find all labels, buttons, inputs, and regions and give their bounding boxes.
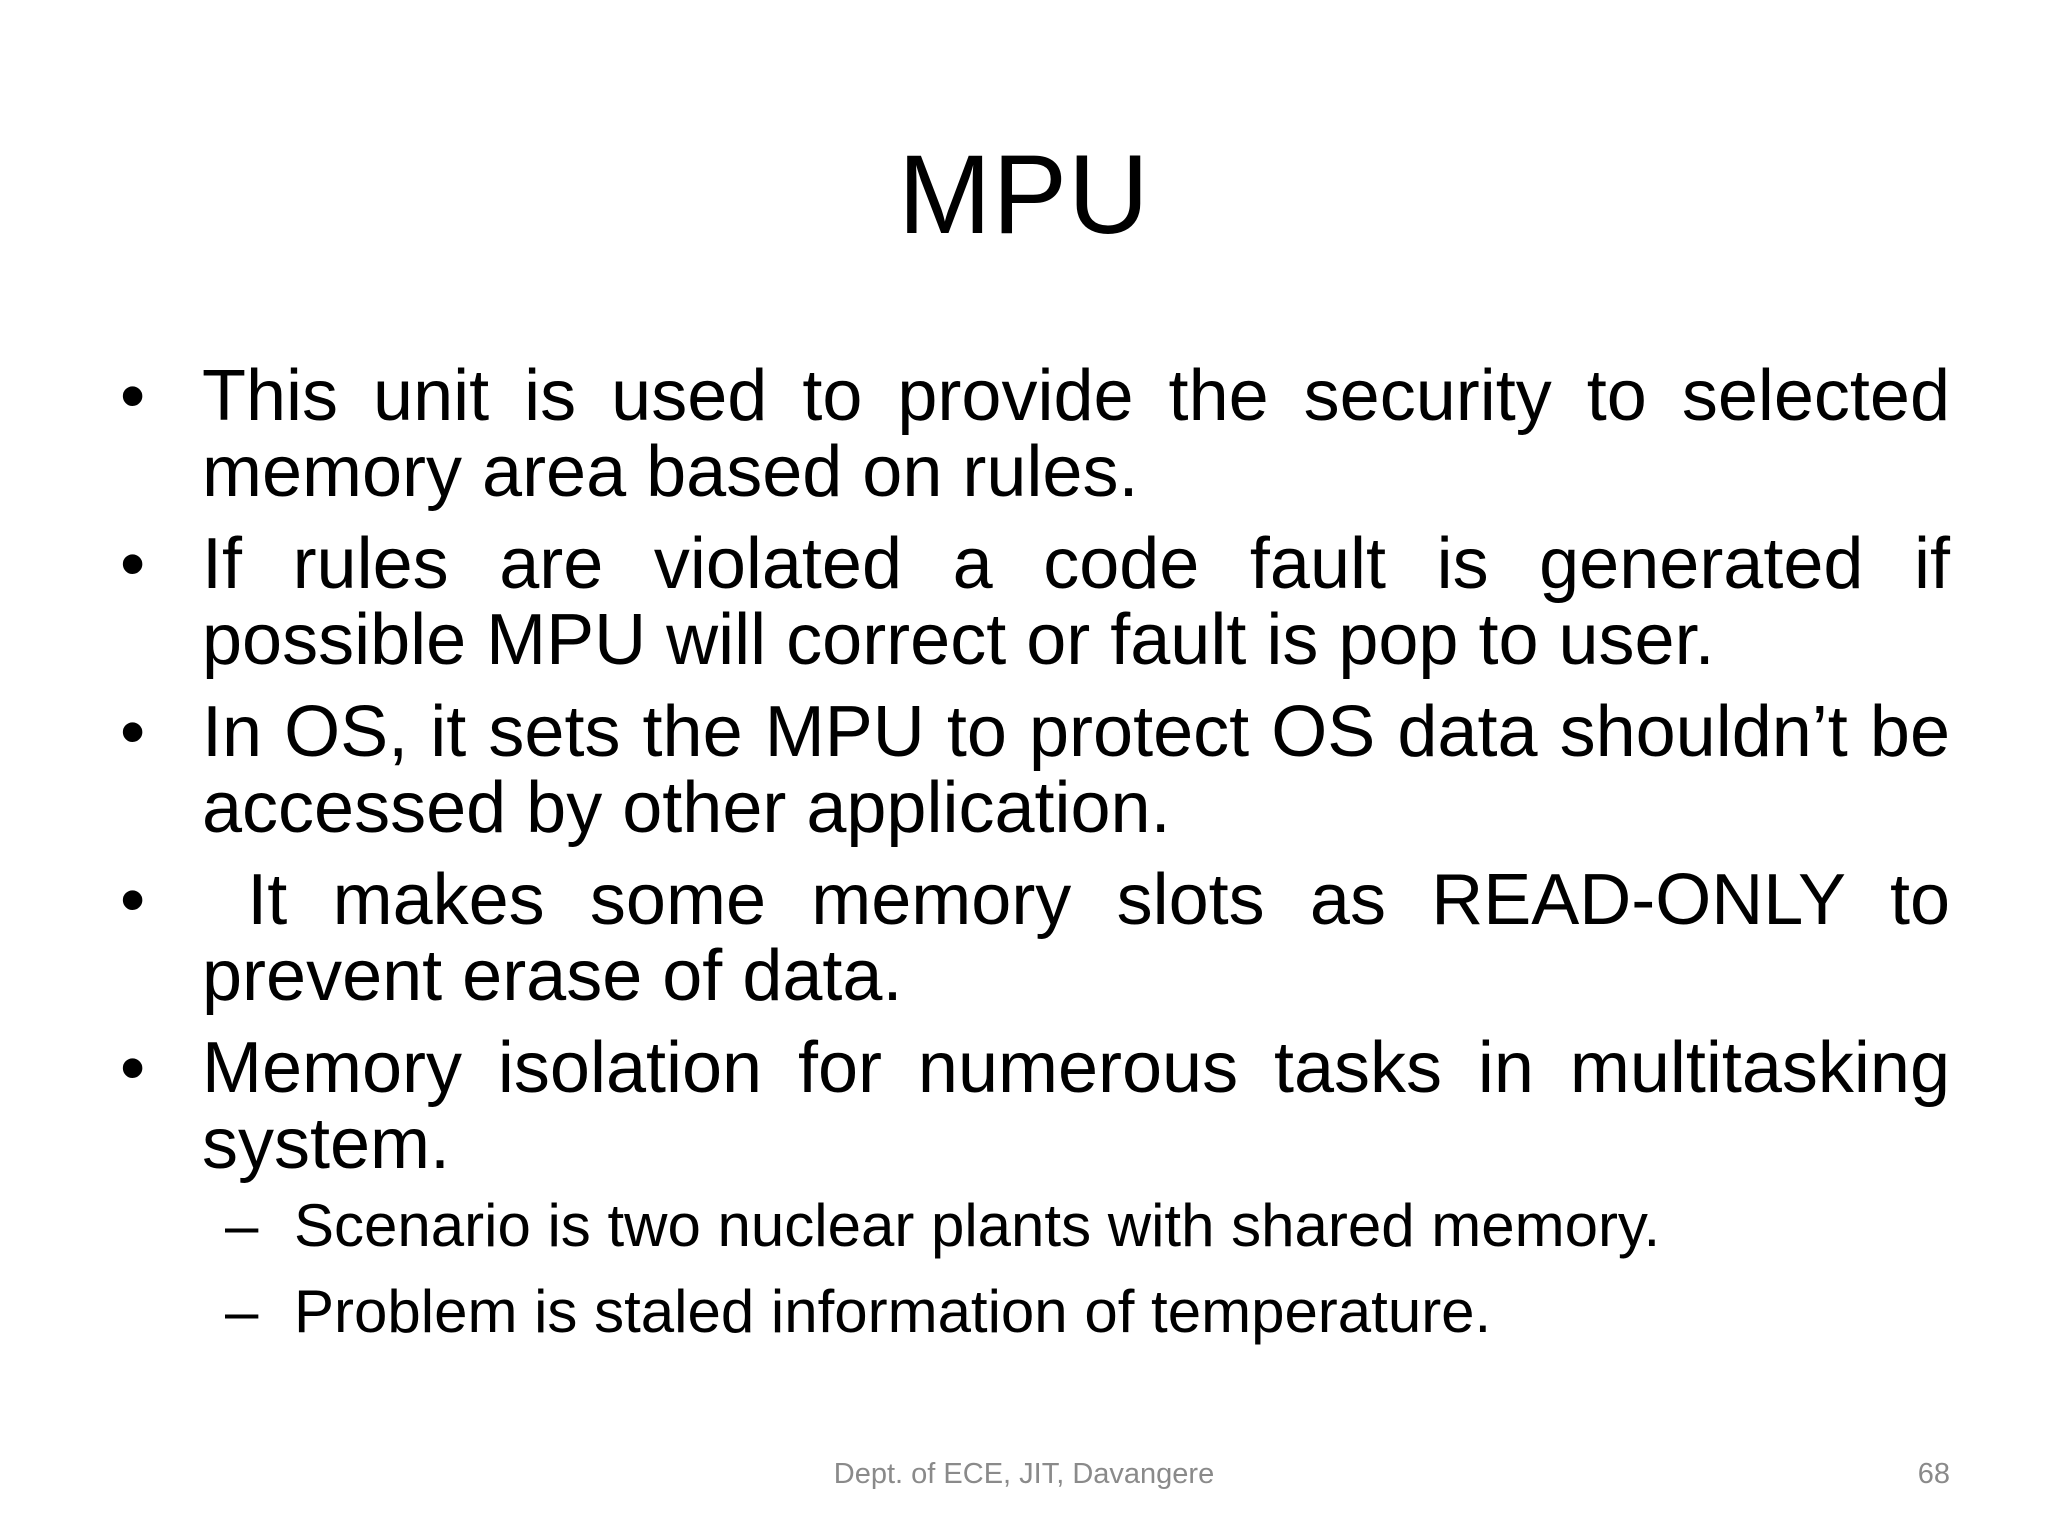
bullet-text: This unit is used to provide the security to selected memory area based on rules. bbox=[202, 356, 1950, 512]
bullet-marker: • bbox=[120, 524, 146, 604]
bullet-text: If rules are violated a code fault is generated if possible MPU will correct or fault is pop to user. bbox=[202, 524, 1950, 680]
sub-bullet-marker: – bbox=[225, 1192, 259, 1259]
bullet-item bbox=[120, 860, 1971, 1016]
sub-bullet-item bbox=[120, 1276, 1950, 1348]
sub-bullet-text: Scenario is two nuclear plants with shared memory. bbox=[294, 1192, 1661, 1259]
bullet-text: Memory isolation for numerous tasks in multitasking system. bbox=[202, 1028, 1950, 1184]
bullet-item bbox=[120, 1030, 1950, 1182]
bullet-text: In OS, it sets the MPU to protect OS data shouldn’t be accessed by other application. bbox=[202, 692, 1950, 848]
bullet-marker: • bbox=[120, 860, 146, 940]
bullet-marker: • bbox=[120, 356, 146, 436]
page-number: 68 bbox=[1917, 1458, 1950, 1490]
sub-bullet-text: Problem is staled information of temperature. bbox=[294, 1278, 1492, 1345]
bullet-marker: • bbox=[120, 1028, 146, 1108]
bullet-item bbox=[120, 694, 1950, 846]
bullet-text: It makes some memory slots as READ-ONLY to prevent erase of data. bbox=[202, 860, 1971, 1016]
bullet-list bbox=[120, 356, 1971, 1362]
slide-title: MPU bbox=[898, 132, 1150, 257]
sub-bullet-marker: – bbox=[225, 1278, 259, 1345]
bullet-item bbox=[120, 358, 1950, 510]
sub-bullet-item bbox=[120, 1190, 1950, 1262]
bullet-item bbox=[120, 526, 1950, 678]
bullet-marker: • bbox=[120, 692, 146, 772]
slide-footer: Dept. of ECE, JIT, Davangere bbox=[833, 1458, 1215, 1490]
